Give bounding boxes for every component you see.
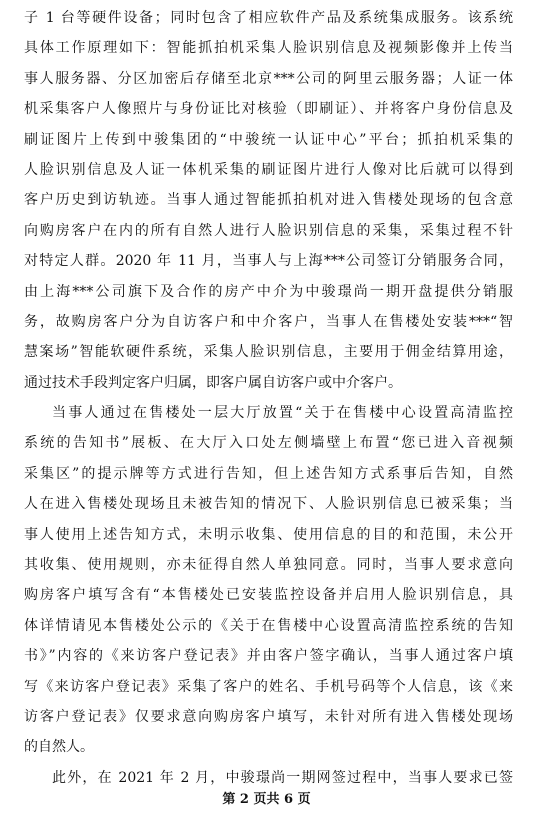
text-line: 由上海***公司旗下及合作的房产中介为中骏璟尚一期开盘提供分销服 [24, 283, 513, 300]
text-line: 书》”内容的《来访客户登记表》并由客户签字确认，当事人通过客户填 [24, 648, 513, 665]
text-line: 客户历史到访轨迹。当事人通过智能抓拍机对进入售楼处现场的包含意 [24, 192, 513, 209]
text-line: 子 1 台等硬件设备；同时包含了相应软件产品及系统集成服务。该系统 [24, 10, 513, 26]
text-line: 此外，在 2021 年 2 月，中骏璟尚一期网签过程中，当事人要求已签 [52, 769, 513, 786]
text-line: 事人使用上述告知方式，未明示收集、使用信息的目的和范围，未公开 [24, 526, 513, 543]
text-line: 慧案场”智能软硬件系统，采集人脸识别信息，主要用于佣金结算用途， [24, 344, 513, 361]
text-line: 向购房客户在内的所有自然人进行人脸识别信息的采集，采集过程不针 [24, 222, 513, 239]
document-body [24, 3, 513, 793]
text-line: 具体工作原理如下：智能抓拍机采集人脸识别信息及视频影像并上传当 [24, 40, 513, 57]
text-line: 购房客户填写含有“本售楼处已安装监控设备并启用人脸识别信息，具 [24, 587, 513, 604]
text-line: 人在进入售楼处现场且未被告知的情况下、人脸识别信息已被采集；当 [24, 496, 513, 513]
text-line: 事人服务器、分区加密后存储至北京***公司的阿里云服务器；人证一体 [24, 70, 513, 87]
text-line: 的自然人。 [24, 739, 94, 756]
text-line: 机采集客户人像照片与身份证比对核验（即刷证）、并将客户身份信息及 [24, 101, 513, 118]
text-line: 通过技术手段判定客户归属，即客户属自访客户或中介客户。 [24, 374, 402, 391]
text-line: 系统的告知书”展板、在大厅入口处左侧墙壁上布置“您已进入音视频 [24, 435, 513, 452]
text-line: 刷证图片上传到中骏集团的“中骏统一认证中心”平台；抓拍机采集的 [24, 131, 513, 148]
page-footer: 第 2 页共 6 页 [222, 792, 311, 807]
text-line: 写《来访客户登记表》采集了客户的姓名、手机号码等个人信息，该《来 [24, 678, 513, 695]
text-line: 采集区”的提示牌等方式进行告知，但上述告知方式系事后告知，自然 [24, 465, 513, 482]
text-line: 务，故购房客户分为自访客户和中介客户，当事人在售楼处安装***“智 [24, 313, 513, 330]
text-line: 其收集、使用规则，亦未征得自然人单独同意。同时，当事人要求意向 [24, 557, 513, 574]
text-line: 当事人通过在售楼处一层大厅放置“关于在售楼中心设置高清监控 [52, 405, 513, 422]
text-line: 访客户登记表》仅要求意向购房客户填写，未针对所有进入售楼处现场 [24, 708, 513, 725]
text-line: 对特定人群。2020 年 11 月，当事人与上海***公司签订分销服务合同， [24, 253, 513, 270]
text-line: 人脸识别信息及人证一体机采集的刷证图片进行人像对比后就可以得到 [24, 161, 513, 178]
text-line: 体详情请见本售楼处公示的《关于在售楼中心设置高清监控系统的告知 [24, 617, 513, 634]
